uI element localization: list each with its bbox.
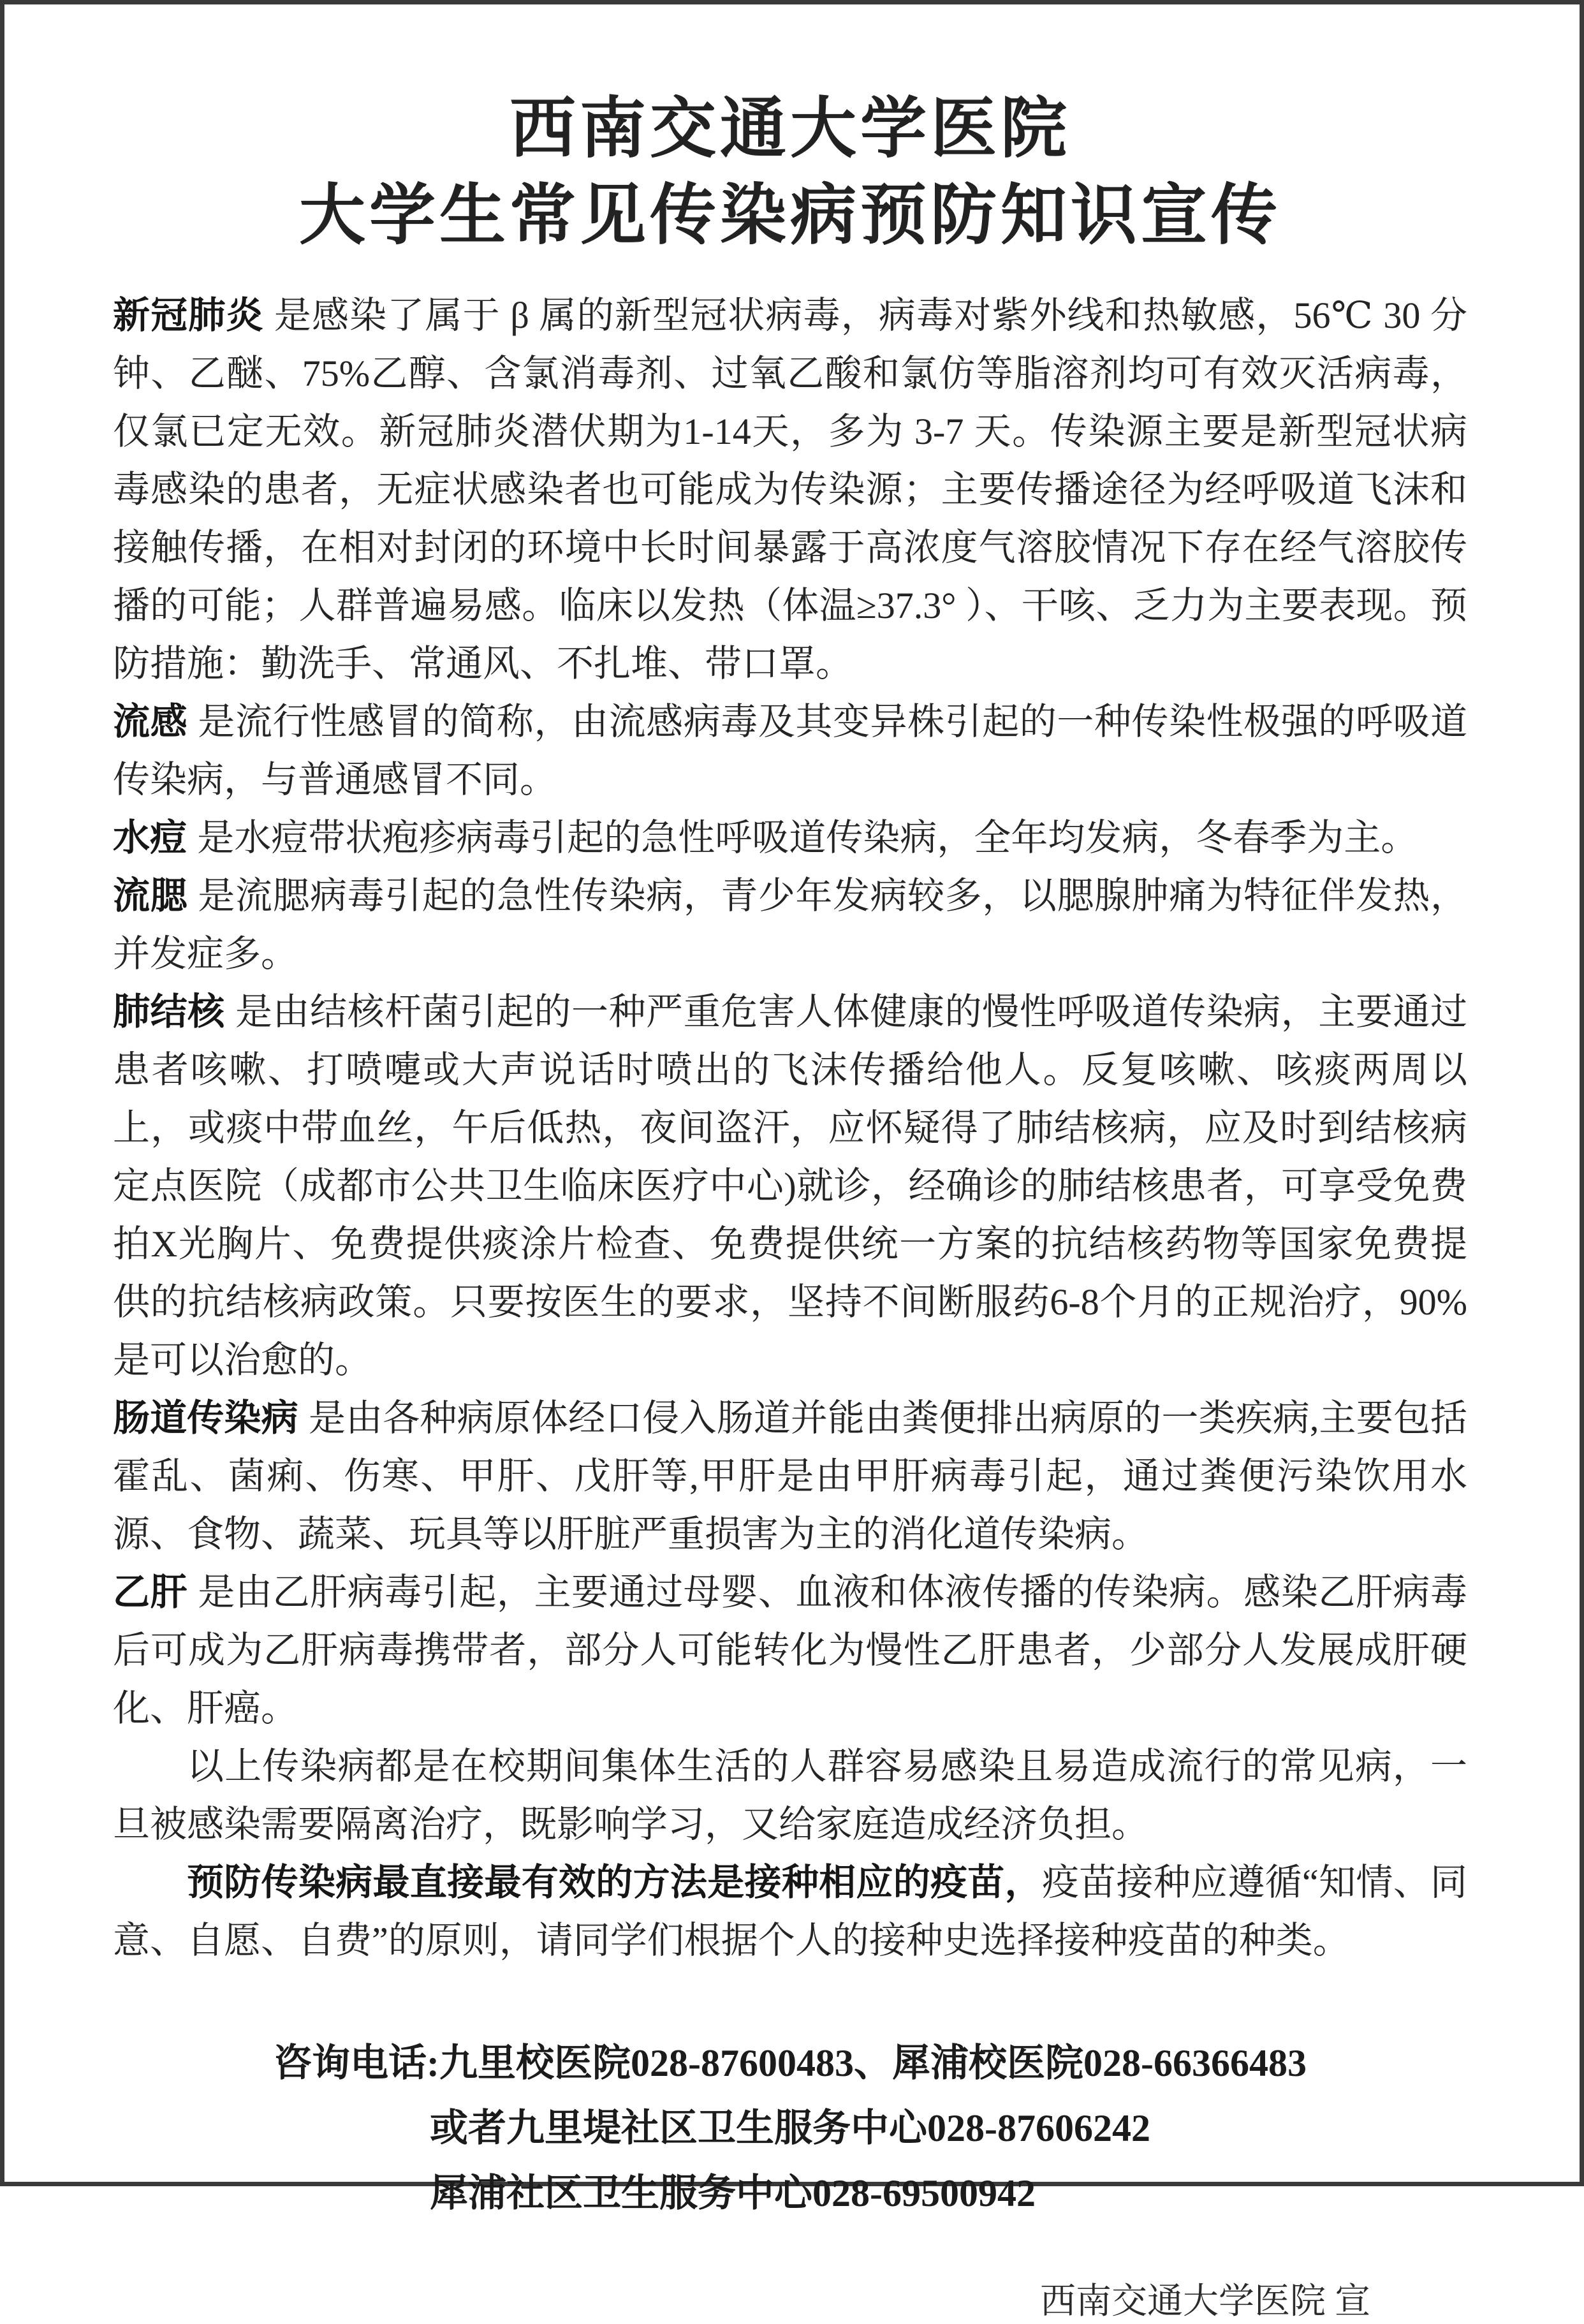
- text-vaccine: 疫苗接种应遵循“知情、同意、自愿、自费”的原则，请同学们根据个人的接种史选择接种疫苗的种类。: [113, 1862, 1467, 1961]
- title-line-1: 西南交通大学医院: [509, 92, 1071, 166]
- text-covid: 是感染了属于 β 属的新型冠状病毒，病毒对紫外线和热敏感，56℃ 30 分钟、乙醚、75%乙醇、含氯消毒剂、过氧乙酸和氯仿等脂溶剂均可有效灭活病毒，仅氯已定无效。新冠肺炎潜伏期为1-14天，多为 3-7 天。传染源主要是新型冠状病毒感染的患者，无症状感染者也可能成为传染源；主要传播途径为经呼吸道飞沫和接触传播，在相对封闭的环境中长时间暴露于高浓度气溶胶情况下存在经气溶胶传播的可能；人群普遍易感。临床以发热（体温≥37.3° ）、干咳、乏力为主要表现。预防措施：勤洗手、常通风、不扎堆、带口罩。: [113, 295, 1467, 684]
- title-line-2: 大学生常见传染病预防知识宣传: [298, 179, 1281, 253]
- text-closing-summary: 以上传染病都是在校期间集体生活的人群容易感染且易造成流行的常见病，一旦被感染需要隔离治疗，既影响学习，又给家庭造成经济负担。: [113, 1746, 1467, 1845]
- term-tuberculosis: 肺结核: [113, 991, 225, 1033]
- paragraph-mumps: [113, 867, 1467, 983]
- term-chickenpox: 水痘: [113, 817, 187, 858]
- text-intestinal: 是由各种病原体经口侵入肠道并能由粪便排出病原的一类疾病,主要包括霍乱、菌痢、伤寒、甲肝、戊肝等,甲肝是由甲肝病毒引起，通过粪便污染饮用水源、食物、蔬菜、玩具等以肝脏严重损害为主的消化道传染病。: [113, 1397, 1467, 1555]
- contact-line-1: 咨询电话:九里校医院028-87600483、犀浦校医院028-66366483: [274, 2042, 1307, 2084]
- term-flu: 流感: [113, 701, 188, 742]
- contact-line-3: 犀浦社区卫生服务中心028-69500942: [430, 2172, 1036, 2214]
- paragraph-hepatitis-b: [113, 1563, 1467, 1737]
- term-covid: 新冠肺炎: [113, 295, 264, 336]
- contact-sub-block: [430, 2096, 1150, 2226]
- text-hepatitis-b: 是由乙肝病毒引起，主要通过母婴、血液和体液传播的传染病。感染乙肝病毒后可成为乙肝病毒携带者，部分人可能转化为慢性乙肝患者，少部分人发展成肝硬化、肝癌。: [113, 1571, 1467, 1729]
- paragraph-covid: [113, 286, 1467, 693]
- text-mumps: 是流腮病毒引起的急性传染病，青少年发病较多，以腮腺肿痛为特征伴发热，并发症多。: [113, 875, 1467, 974]
- text-flu: 是流行性感冒的简称，由流感病毒及其变异株引起的一种传染性极强的呼吸道传染病，与普通感冒不同。: [113, 701, 1467, 800]
- page-title: [113, 86, 1467, 260]
- term-intestinal: 肠道传染病: [113, 1397, 298, 1439]
- closing-paragraph-summary: [113, 1737, 1467, 1853]
- paragraph-chickenpox: [113, 809, 1467, 867]
- term-hepatitis-b: 乙肝: [113, 1571, 188, 1613]
- term-mumps: 流腮: [113, 875, 188, 916]
- contact-line-2: 或者九里堤社区卫生服务中心028-87606242: [430, 2107, 1150, 2149]
- document-body: [113, 286, 1467, 1969]
- paragraph-flu: [113, 693, 1467, 809]
- paragraph-tuberculosis: [113, 983, 1467, 1389]
- contact-block: [113, 2031, 1467, 2226]
- paragraph-intestinal: [113, 1389, 1467, 1563]
- closing-paragraph-vaccine: [113, 1853, 1467, 1969]
- vaccine-bold-lead: 预防传染病最直接最有效的方法是接种相应的疫苗，: [187, 1862, 1042, 1903]
- text-tuberculosis: 是由结核杆菌引起的一种严重危害人体健康的慢性呼吸道传染病，主要通过患者咳嗽、打喷嚏或大声说话时喷出的飞沫传播给他人。反复咳嗽、咳痰两周以上，或痰中带血丝，午后低热，夜间盗汗，应怀疑得了肺结核病，应及时到结核病定点医院（成都市公共卫生临床医疗中心)就诊，经确诊的肺结核患者，可享受免费拍X光胸片、免费提供痰涂片检查、免费提供统一方案的抗结核药物等国家免费提供的抗结核病政策。只要按医生的要求，坚持不间断服药6-8个月的正规治疗，90%是可以治愈的。: [113, 991, 1467, 1381]
- text-chickenpox: 是水痘带状疱疹病毒引起的急性呼吸道传染病，全年均发病，冬春季为主。: [197, 817, 1418, 858]
- signature: 西南交通大学医院 宣: [1040, 2282, 1370, 2321]
